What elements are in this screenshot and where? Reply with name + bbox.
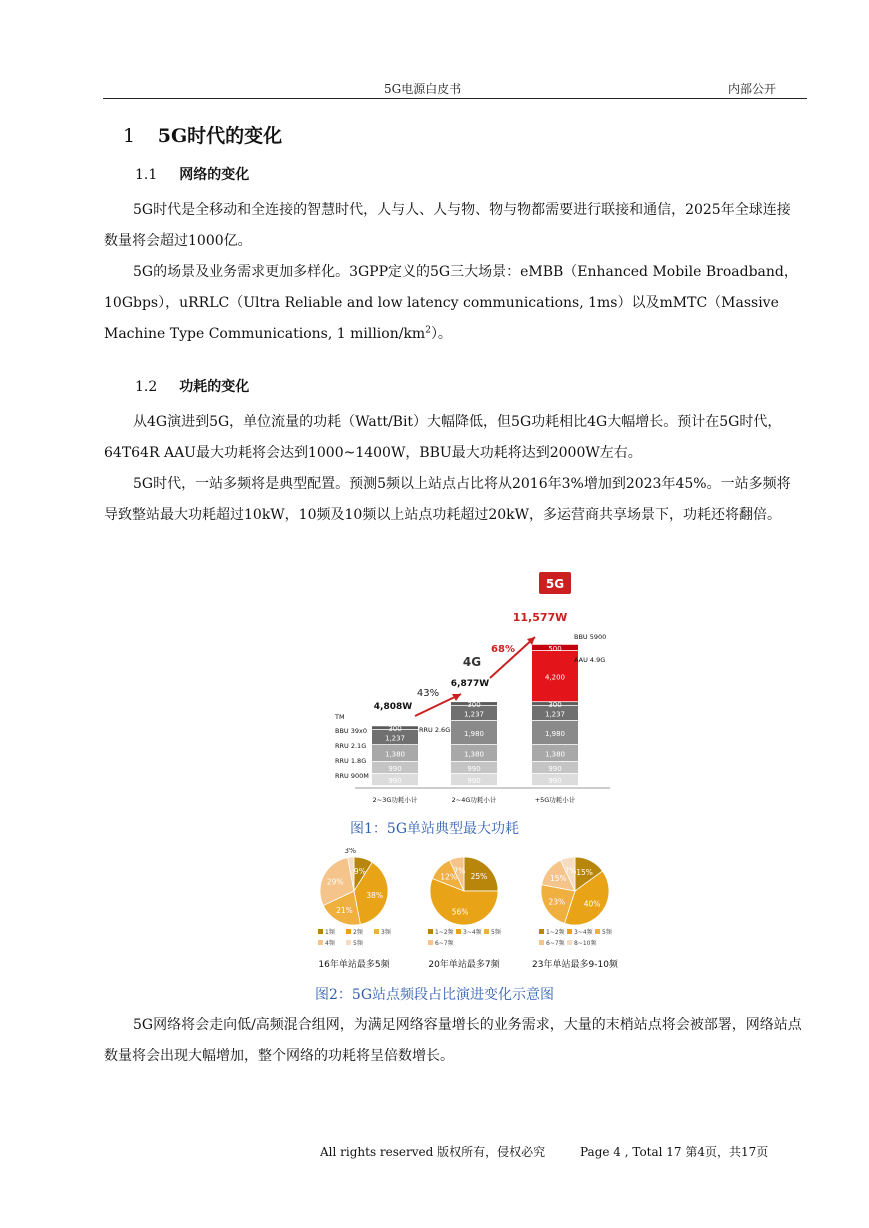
legend-label: 5频 <box>353 940 363 947</box>
legend-label: 6~7频 <box>546 940 565 947</box>
legend-label: 1~2频 <box>546 929 565 936</box>
row-label-rru21: RRU 2.1G <box>335 742 367 750</box>
legend-label: 3~4频 <box>574 929 593 936</box>
bar-value-label: 1,380 <box>463 750 485 759</box>
bar-value-label: 1,237 <box>544 710 566 719</box>
legend-swatch <box>318 940 323 945</box>
row-label-rru26: RRU 2.6G <box>419 726 451 734</box>
bar-value-label: 300 <box>467 700 481 709</box>
legend-label: 4频 <box>325 940 335 947</box>
x-label-3: +5G功耗小计 <box>534 796 576 804</box>
legend-swatch <box>318 929 323 934</box>
label-4g: 4G <box>462 655 482 669</box>
legend-swatch <box>456 929 461 934</box>
legend-swatch <box>374 929 379 934</box>
bar-value-label: 990 <box>388 776 402 785</box>
pie-value-label: 21% <box>336 905 353 915</box>
legend-swatch <box>567 929 572 934</box>
legend-label: 2频 <box>353 929 363 936</box>
legend-swatch <box>428 929 433 934</box>
figure-1-caption: 图1：5G单站典型最大功耗 <box>350 821 519 837</box>
legend-label: 5频 <box>602 929 612 936</box>
bar-value-label: 500 <box>548 644 562 653</box>
bar-value-label: 1,237 <box>463 710 485 719</box>
growth-43: 43% <box>416 688 440 699</box>
pie-value-label: 3% <box>344 848 357 856</box>
legend-swatch <box>595 929 600 934</box>
bar-value-label: 990 <box>388 764 402 773</box>
legend-swatch <box>346 929 351 934</box>
subsection-title: 功耗的变化 <box>179 379 250 395</box>
pie-value-label: 23% <box>548 897 566 907</box>
bar-value-label: 1,237 <box>384 734 406 743</box>
figure-2-caption: 图2：5G站点频段占比演进变化示意图 <box>315 987 554 1003</box>
header-rule <box>103 98 807 99</box>
bar-value-label: 1,380 <box>544 750 566 759</box>
pie-value-label: 9% <box>353 866 366 876</box>
x-label-1: 2~3G功耗小计 <box>372 796 418 804</box>
legend-swatch <box>539 929 544 934</box>
paragraph-block-3 <box>104 1010 804 1072</box>
row-label-aau: AAU 4.9G <box>574 656 606 664</box>
paragraph: 从4G演进到5G，单位流量的功耗（Watt/Bit）大幅降低，但5G功耗相比4G大幅增长。预计在5G时代，64T64R AAU最大功耗将会达到1000~1400W，BBU最大功耗将达到2000W左右。 <box>104 414 782 461</box>
bar-value-label: 1,380 <box>384 750 406 759</box>
paragraph: 5G时代是全移动和全连接的智慧时代，人与人、人与物、物与物都需要进行联接和通信，2025年全球连接数量将会超过1000亿。 <box>104 202 791 249</box>
total-3g: 4,808W <box>373 702 413 712</box>
pie-value-label: 7% <box>564 866 577 876</box>
pie-value-label: 29% <box>326 877 344 887</box>
legend-swatch <box>539 940 544 945</box>
pie-value-label: 12% <box>440 872 457 882</box>
figure-1-stacked-bar-chart <box>325 570 625 810</box>
bar-value-label: 990 <box>548 764 562 773</box>
pie-value-label: 56% <box>451 907 469 917</box>
subsection-1-1 <box>135 164 249 184</box>
total-5g: 11,577W <box>512 611 568 624</box>
legend-label: 3~4频 <box>463 929 482 936</box>
subsection-number: 1.2 <box>135 379 158 395</box>
footer-page: Page 4 , Total 17 第4页，共17页 <box>580 1145 769 1159</box>
paragraph: 5G时代，一站多频将是典型配置。预测5频以上站点占比将从2016年3%增加到2023年45%。一站多频将导致整站最大功耗超过10kW，10频及10频以上站点功耗超过20kW，多运营商共享场景下，功耗还将翻倍。 <box>104 476 791 523</box>
pie-title: 23年单站最多9-10频 <box>532 960 618 970</box>
subsection-number: 1.1 <box>135 167 158 183</box>
pie-value-label: 40% <box>583 899 601 909</box>
bar-value-label: 300 <box>388 725 402 734</box>
pie-value-label: 38% <box>366 890 384 900</box>
footer-rights: All rights reserved 版权所有，侵权必究 <box>320 1145 546 1159</box>
legend-swatch <box>567 940 572 945</box>
paragraph-block-1 <box>104 195 804 350</box>
pie-value-label: 15% <box>550 874 567 884</box>
bar-value-label: 1,980 <box>544 729 566 738</box>
legend-label: 1频 <box>325 929 335 936</box>
paragraph: 5G网络将会走向低/高频混合组网，为满足网络容量增长的业务需求，大量的末梢站点将会被部署，网络站点数量将会出现大幅增加，整个网络的功耗将呈倍数增长。 <box>104 1017 802 1064</box>
paragraph-block-2 <box>104 407 804 531</box>
subsection-1-2 <box>135 376 249 396</box>
row-label-rru18: RRU 1.8G <box>335 757 367 765</box>
row-label-bbu5900: BBU 5900 <box>574 633 607 641</box>
pie-title: 16年单站最多5频 <box>318 960 390 970</box>
section-heading <box>123 121 282 148</box>
figure-2-pie-charts <box>312 848 642 974</box>
legend-swatch <box>428 940 433 945</box>
legend-label: 6~7频 <box>435 940 454 947</box>
paragraph-text: 5G的场景及业务需求更加多样化。3GPP定义的5G三大场景：eMBB（Enhanced Mobile Broadband，10Gbps），uRRLC（Ultra Reliable and low latency communications, 1ms）以及mMTC（Massive Machine Type Communications, 1 million/km <box>104 264 798 342</box>
row-label-bbu39x0: BBU 39x0 <box>335 727 367 735</box>
subsection-title: 网络的变化 <box>179 167 250 183</box>
bar-value-label: 4,200 <box>544 673 566 682</box>
legend-label: 3频 <box>381 929 391 936</box>
total-4g: 6,877W <box>450 679 490 689</box>
bar-value-label: 990 <box>548 776 562 785</box>
x-label-2: 2~4G功耗小计 <box>451 796 497 804</box>
badge-5g-text: 5G <box>545 577 565 591</box>
section-title: 5G时代的变化 <box>157 125 283 147</box>
paragraph-text: ）。 <box>430 326 452 342</box>
row-label-tm: TM <box>335 713 345 721</box>
paragraph <box>104 257 804 350</box>
legend-label: 1~2频 <box>435 929 454 936</box>
bar-value-label: 990 <box>467 776 481 785</box>
header-classification: 内部公开 <box>728 82 777 96</box>
pie-title: 20年单站最多7频 <box>428 960 500 970</box>
superscript: 2 <box>425 325 431 336</box>
legend-swatch <box>346 940 351 945</box>
bar-value-label: 300 <box>548 700 562 709</box>
bar-value-label: 990 <box>467 764 481 773</box>
legend-label: 5频 <box>491 929 501 936</box>
pie-value-label: 7% <box>453 866 466 876</box>
pie-value-label: 25% <box>470 872 488 882</box>
pie-value-label: 15% <box>576 868 593 878</box>
row-label-rru900: RRU 900M <box>335 772 369 780</box>
section-number: 1 <box>123 125 136 147</box>
bar-value-label: 1,980 <box>463 729 485 738</box>
growth-68: 68% <box>491 644 515 655</box>
header-title: 5G电源白皮书 <box>384 82 462 96</box>
legend-swatch <box>484 929 489 934</box>
legend-label: 8~10频 <box>574 940 597 947</box>
